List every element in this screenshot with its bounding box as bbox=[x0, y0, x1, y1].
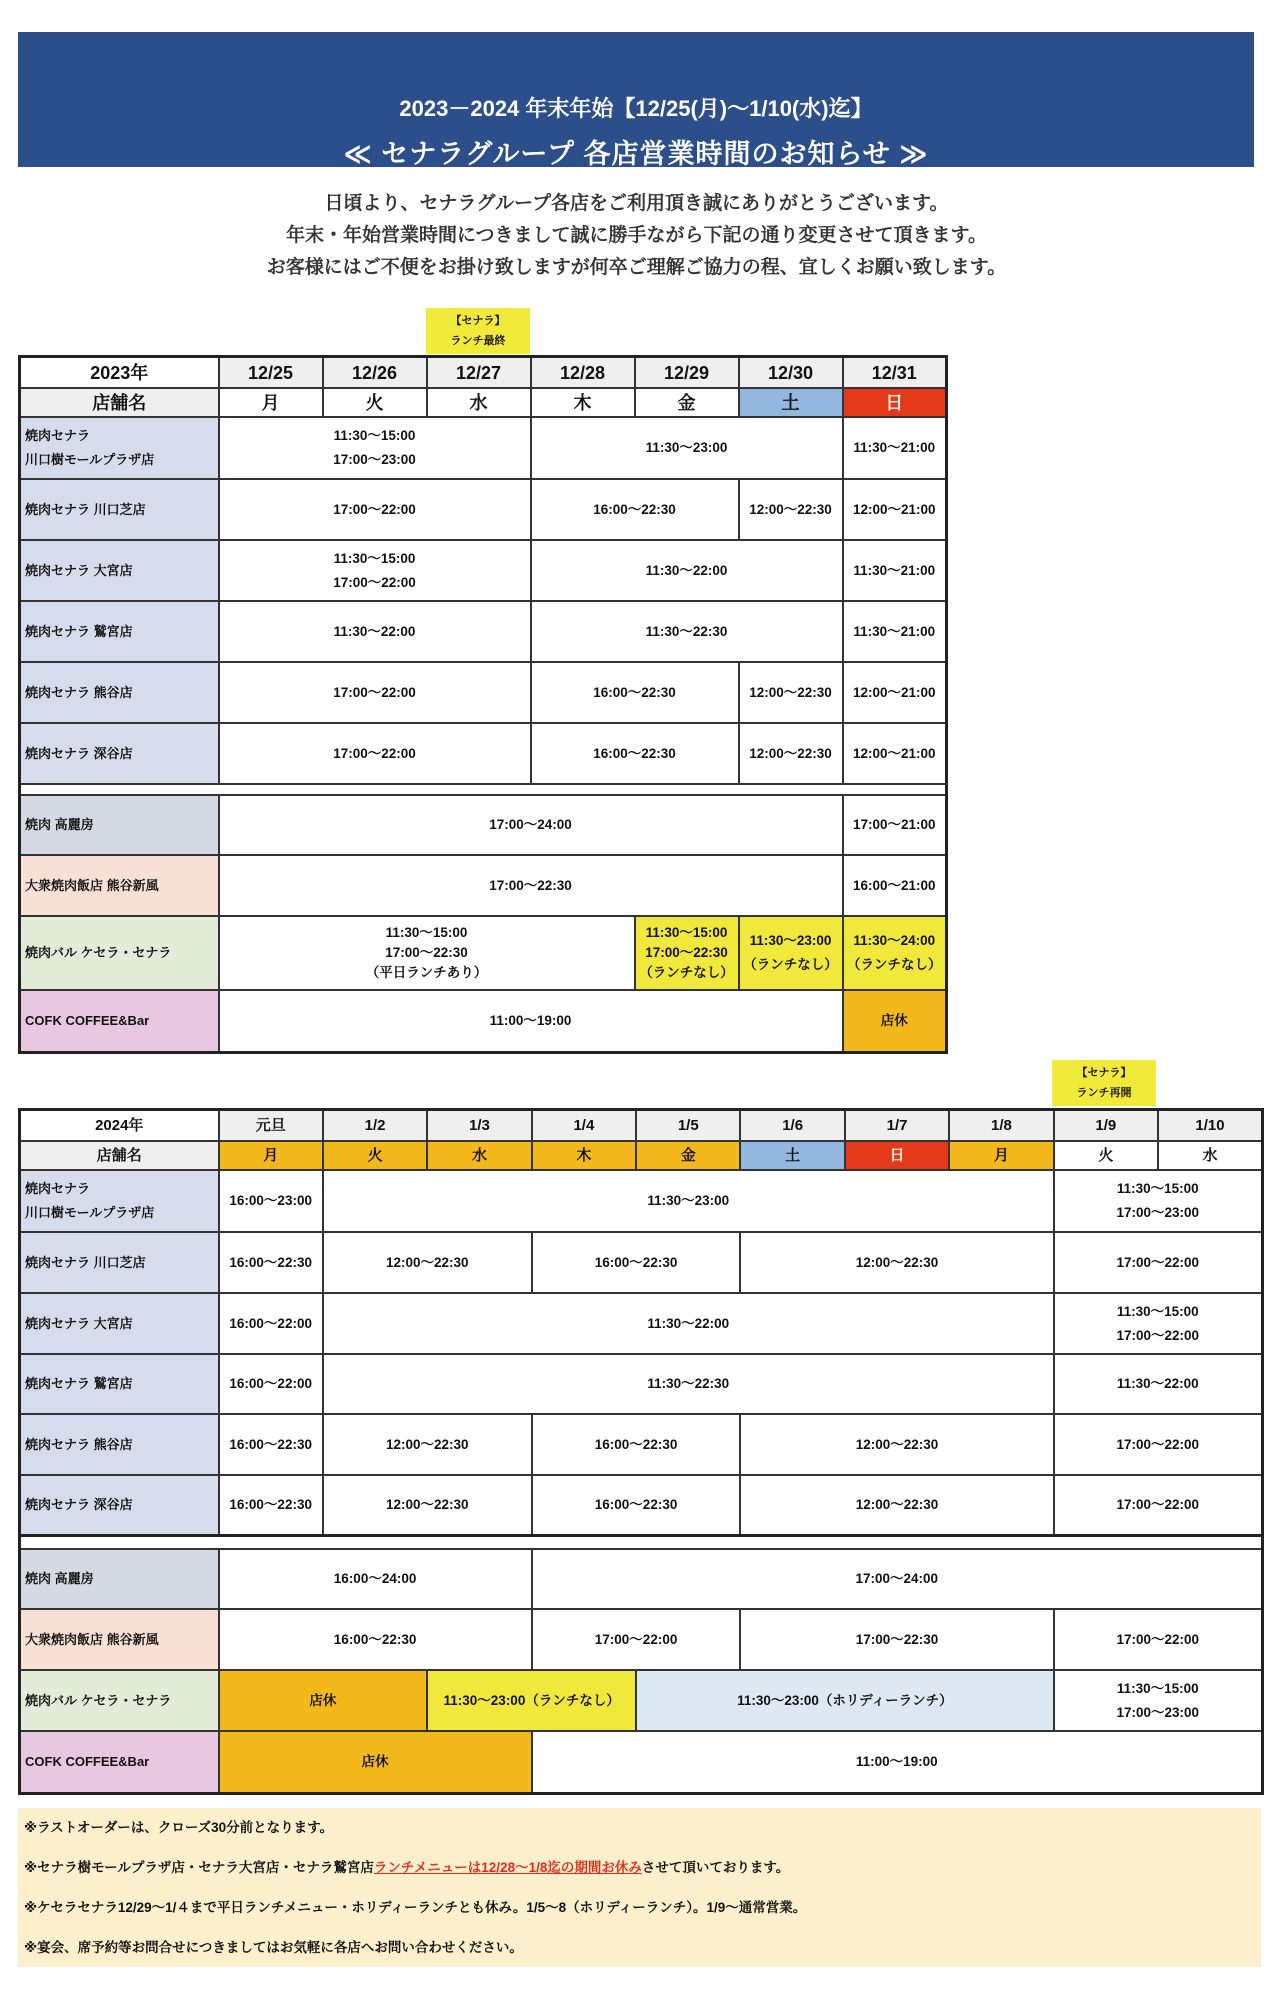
hours-text: 16:00～23:00 bbox=[229, 1193, 312, 1208]
store-name bbox=[20, 795, 219, 855]
store-name bbox=[20, 1670, 219, 1731]
hours-cell bbox=[219, 1170, 323, 1232]
hours-cell bbox=[531, 479, 739, 540]
date-header: 1/9 bbox=[1054, 1110, 1158, 1142]
hours-text: 12:00～22:30 bbox=[386, 1254, 469, 1270]
store-name bbox=[20, 1232, 219, 1293]
hours-text: 12:00～22:30 bbox=[749, 745, 832, 761]
hours-cell bbox=[219, 1609, 532, 1670]
weekday-header: 土 bbox=[740, 1141, 844, 1170]
date-header: 1/10 bbox=[1158, 1110, 1262, 1142]
date-header: 1/8 bbox=[949, 1110, 1053, 1142]
store-name bbox=[20, 1609, 219, 1670]
hours-cell bbox=[219, 1475, 323, 1536]
weekday-header: 土 bbox=[739, 388, 843, 417]
hours-text: 17:00～22:00 bbox=[1116, 1497, 1200, 1512]
weekday-header: 日 bbox=[845, 1141, 949, 1170]
date-header: 12/31 bbox=[843, 357, 947, 389]
hours-cell bbox=[219, 795, 843, 855]
hours-cell bbox=[219, 1354, 323, 1414]
hours-text: 12:00～22:30 bbox=[386, 1436, 469, 1452]
hours-cell bbox=[219, 723, 531, 784]
hours-text: 17:00～23:00 bbox=[333, 452, 416, 467]
hours-text: 12:00～21:00 bbox=[852, 684, 936, 700]
hours-cell bbox=[531, 662, 739, 723]
hours-text: 16:00～22:30 bbox=[594, 1497, 678, 1512]
hours-text: 17:00～22:00 bbox=[594, 1631, 678, 1647]
weekday-header: 日 bbox=[843, 388, 947, 417]
store-name bbox=[20, 916, 219, 990]
year-label: 2024年 bbox=[20, 1110, 219, 1142]
hours-cell bbox=[219, 540, 531, 601]
hours-cell bbox=[219, 601, 531, 662]
store-row bbox=[20, 1414, 1263, 1475]
hours-text: 17:00～22:00 bbox=[333, 684, 416, 700]
hours-cell bbox=[531, 601, 843, 662]
badge-line: 【セナラ】 bbox=[450, 315, 506, 327]
store-name-line: 川口樹モールプラザ店 bbox=[25, 1205, 155, 1220]
store-name bbox=[20, 479, 219, 540]
store-name-line: 焼肉バル ケセラ・セナラ bbox=[25, 945, 172, 960]
hours-text: 11:30～22:00 bbox=[645, 562, 728, 578]
store-name-line: 焼肉セナラ 深谷店 bbox=[25, 1497, 133, 1512]
hours-text: 11:30～15:00 bbox=[1116, 1303, 1199, 1319]
store-row bbox=[20, 601, 947, 662]
hours-text: 17:00～22:00 bbox=[1116, 1631, 1200, 1647]
store-name-line: 大衆焼肉飯店 熊谷新風 bbox=[25, 1631, 159, 1647]
hours-cell bbox=[219, 1414, 323, 1475]
hours-text: 12:00～22:30 bbox=[855, 1254, 939, 1270]
store-name-line: 焼肉セナラ 川口芝店 bbox=[25, 501, 146, 517]
intro-line: 日頃より、セナラグループ各店をご利用頂き誠にありがとうございます。 bbox=[324, 193, 949, 214]
store-name-line: 焼肉セナラ 鷲宮店 bbox=[25, 1376, 133, 1391]
hours-cell bbox=[219, 479, 531, 540]
date-header: 1/5 bbox=[636, 1110, 740, 1142]
hours-text: 11:30～15:00 bbox=[1116, 1680, 1199, 1696]
hours-text: 11:30～15:00 bbox=[385, 925, 468, 940]
weekday-header: 火 bbox=[1054, 1141, 1158, 1170]
hours-cell bbox=[843, 855, 947, 916]
store-row bbox=[20, 1354, 1263, 1414]
hours-text: 12:00～22:30 bbox=[749, 684, 832, 700]
store-row bbox=[20, 540, 947, 601]
store-name-line: 焼肉 高麗房 bbox=[25, 817, 94, 832]
hours-text: （平日ランチあり） bbox=[365, 965, 488, 980]
store-row bbox=[20, 417, 947, 479]
store-name-line: 焼肉セナラ 熊谷店 bbox=[25, 684, 133, 700]
weekday-header: 月 bbox=[219, 1141, 323, 1170]
hours-text: 16:00～24:00 bbox=[333, 1571, 417, 1586]
store-name bbox=[20, 417, 219, 479]
hours-cell bbox=[323, 1170, 1054, 1232]
hours-cell bbox=[740, 1475, 1053, 1536]
badge-line: ランチ再開 bbox=[1076, 1087, 1132, 1099]
schedule-table-2024 bbox=[18, 1108, 1264, 1795]
hours-text: 17:00～22:30 bbox=[645, 945, 728, 960]
store-name bbox=[20, 1354, 219, 1414]
store-name bbox=[20, 855, 219, 916]
note-text: ※セナラ樹モールプラザ店・セナラ大宮店・セナラ鷲宮店 bbox=[24, 1860, 374, 1875]
hours-cell bbox=[219, 1232, 323, 1293]
hours-cell bbox=[635, 916, 739, 990]
hours-cell bbox=[323, 1293, 1054, 1354]
hours-text: 11:30～22:00 bbox=[333, 623, 416, 639]
weekday-header: 水 bbox=[427, 388, 531, 417]
hours-text: 11:30～21:00 bbox=[853, 623, 936, 639]
hours-cell bbox=[427, 1670, 636, 1731]
hours-cell bbox=[636, 1670, 1054, 1731]
hours-text: （ランチなし） bbox=[743, 957, 838, 972]
hours-cell bbox=[219, 855, 843, 916]
hours-cell bbox=[843, 540, 947, 601]
weekday-header: 水 bbox=[427, 1141, 531, 1170]
store-name-line: 川口樹モールプラザ店 bbox=[25, 452, 155, 467]
hours-text: 16:00～22:30 bbox=[333, 1631, 417, 1647]
store-name bbox=[20, 1414, 219, 1475]
hours-text: 12:00～22:30 bbox=[386, 1497, 469, 1512]
store-name bbox=[20, 1293, 219, 1354]
hours-cell bbox=[739, 479, 843, 540]
hours-text: 11:30～23:00 bbox=[645, 440, 728, 455]
lunch-resume-badge bbox=[1052, 1060, 1156, 1106]
hours-cell bbox=[532, 1731, 1263, 1794]
hours-text: 16:00～21:00 bbox=[852, 877, 936, 893]
store-row bbox=[20, 479, 947, 540]
hours-cell bbox=[219, 990, 843, 1053]
hours-cell bbox=[740, 1609, 1053, 1670]
date-header: 1/4 bbox=[532, 1110, 636, 1142]
weekday-header: 木 bbox=[531, 388, 635, 417]
store-row bbox=[20, 990, 947, 1053]
hours-text: 11:30～22:00 bbox=[1116, 1376, 1199, 1391]
date-header: 1/7 bbox=[845, 1110, 949, 1142]
hours-text: 11:30～23:00 bbox=[647, 1193, 730, 1208]
title-banner bbox=[18, 32, 1254, 167]
hours-text: 16:00～22:00 bbox=[229, 1376, 312, 1391]
hours-text: 16:00～22:30 bbox=[594, 1436, 678, 1452]
date-header: 12/30 bbox=[739, 357, 843, 389]
intro-line: 年末・年始営業時間につきまして誠に勝手ながら下記の通り変更させて頂きます。 bbox=[285, 225, 988, 246]
date-header: 12/27 bbox=[427, 357, 531, 389]
hours-cell bbox=[531, 540, 843, 601]
hours-cell bbox=[323, 1414, 532, 1475]
hours-text: 17:00～22:30 bbox=[385, 945, 468, 960]
store-row bbox=[20, 1731, 1263, 1794]
hours-cell bbox=[740, 1414, 1053, 1475]
hours-text: 店休 bbox=[880, 1013, 908, 1028]
hours-text: 17:00～22:00 bbox=[1116, 1436, 1200, 1452]
hours-cell bbox=[843, 417, 947, 479]
hours-text: 11:30～24:00 bbox=[853, 933, 936, 948]
hours-cell bbox=[323, 1354, 1054, 1414]
hours-text: 11:00～19:00 bbox=[489, 1013, 572, 1028]
hours-cell bbox=[1054, 1475, 1263, 1536]
store-name-header: 店舗名 bbox=[20, 388, 219, 417]
hours-text: 12:00～22:30 bbox=[855, 1497, 939, 1512]
hours-text: 11:30～22:00 bbox=[647, 1315, 730, 1331]
date-header: 1/3 bbox=[427, 1110, 531, 1142]
store-name-line: 焼肉セナラ 深谷店 bbox=[25, 745, 133, 761]
hours-cell bbox=[219, 662, 531, 723]
store-name bbox=[20, 990, 219, 1053]
date-header: 12/25 bbox=[219, 357, 323, 389]
hours-text: （ランチなし） bbox=[847, 957, 942, 972]
note-text: させて頂いております。 bbox=[641, 1860, 790, 1875]
store-name bbox=[20, 1170, 219, 1232]
separator-cell bbox=[20, 784, 947, 795]
store-name bbox=[20, 1475, 219, 1536]
store-name bbox=[20, 1731, 219, 1794]
hours-cell bbox=[1054, 1170, 1263, 1232]
schedule-table-2023 bbox=[18, 355, 948, 1054]
store-name-line: 焼肉セナラ bbox=[25, 428, 91, 443]
hours-text: 11:30～15:00 bbox=[333, 550, 416, 566]
note-line bbox=[24, 1897, 1255, 1937]
hours-cell bbox=[740, 1232, 1053, 1293]
hours-cell bbox=[739, 916, 843, 990]
hours-text: 16:00～22:30 bbox=[593, 684, 676, 700]
hours-text: 17:00～22:30 bbox=[489, 877, 572, 893]
store-name-line: 焼肉セナラ 鷲宮店 bbox=[25, 623, 133, 639]
intro-line: お客様にはご不便をお掛け致しますが何卒ご理解ご協力の程、宜しくお願い致します。 bbox=[266, 257, 1007, 278]
hours-cell bbox=[1054, 1354, 1263, 1414]
hours-text: 16:00～22:00 bbox=[229, 1315, 312, 1331]
hours-text: 店休 bbox=[361, 1754, 389, 1769]
hours-cell bbox=[532, 1232, 741, 1293]
hours-cell bbox=[843, 601, 947, 662]
hours-cell bbox=[323, 1475, 532, 1536]
store-name-header: 店舗名 bbox=[20, 1141, 219, 1170]
hours-text: 11:30～23:00（ランチなし） bbox=[443, 1692, 620, 1708]
weekday-header: 火 bbox=[323, 1141, 427, 1170]
year-label: 2023年 bbox=[20, 357, 219, 389]
hours-cell bbox=[219, 1670, 428, 1731]
hours-cell bbox=[219, 1293, 323, 1354]
store-row bbox=[20, 1232, 1263, 1293]
hours-cell bbox=[219, 916, 635, 990]
store-name bbox=[20, 601, 219, 662]
hours-text: 16:00～22:30 bbox=[593, 745, 676, 761]
hours-text: 17:00～22:00 bbox=[1116, 1327, 1200, 1343]
hours-cell bbox=[739, 723, 843, 784]
store-name bbox=[20, 723, 219, 784]
hours-text: 16:00～22:30 bbox=[229, 1497, 312, 1512]
hours-text: 11:30～22:30 bbox=[647, 1376, 730, 1391]
date-header: 元旦 bbox=[219, 1110, 323, 1142]
badge-line: ランチ最終 bbox=[450, 335, 506, 347]
store-name-line: 焼肉セナラ 熊谷店 bbox=[25, 1436, 133, 1452]
hours-cell bbox=[843, 795, 947, 855]
hours-cell bbox=[532, 1414, 741, 1475]
hours-cell bbox=[532, 1549, 1263, 1609]
hours-text: 11:30～21:00 bbox=[853, 440, 936, 455]
hours-text: 12:00～21:00 bbox=[852, 501, 936, 517]
store-name-line: 焼肉バル ケセラ・セナラ bbox=[25, 1692, 172, 1708]
hours-cell bbox=[1054, 1232, 1263, 1293]
weekday-header: 金 bbox=[635, 388, 739, 417]
store-row bbox=[20, 723, 947, 784]
hours-text: 17:00～24:00 bbox=[855, 1571, 939, 1586]
store-row bbox=[20, 916, 947, 990]
hours-text: 11:30～22:30 bbox=[645, 623, 728, 639]
hours-text: 17:00～22:00 bbox=[333, 574, 416, 590]
group-separator bbox=[20, 784, 947, 795]
store-row bbox=[20, 1549, 1263, 1609]
hours-cell bbox=[219, 1731, 532, 1794]
hours-cell bbox=[532, 1475, 741, 1536]
hours-text: 17:00～23:00 bbox=[1116, 1704, 1200, 1720]
date-header-row bbox=[20, 357, 947, 389]
store-name bbox=[20, 1549, 219, 1609]
note-text: ※ラストオーダーは、クローズ30分前となります。 bbox=[24, 1820, 334, 1835]
hours-cell bbox=[531, 723, 739, 784]
date-header: 1/2 bbox=[323, 1110, 427, 1142]
weekday-header: 金 bbox=[636, 1141, 740, 1170]
weekday-header: 水 bbox=[1158, 1141, 1262, 1170]
hours-text: 11:30～15:00 bbox=[333, 428, 416, 443]
hours-text: 12:00～22:30 bbox=[749, 501, 832, 517]
hours-text: 17:00～22:00 bbox=[333, 501, 416, 517]
store-row bbox=[20, 1670, 1263, 1731]
hours-text: 17:00～23:00 bbox=[1116, 1205, 1200, 1220]
date-header: 12/29 bbox=[635, 357, 739, 389]
title-period: 2023－2024 年末年始【12/25(月)～1/10(水)迄】 bbox=[399, 96, 873, 121]
store-name-line: COFK COFFEE&Bar bbox=[25, 1754, 150, 1769]
hours-cell bbox=[843, 479, 947, 540]
weekday-header: 木 bbox=[532, 1141, 636, 1170]
store-row bbox=[20, 1293, 1263, 1354]
hours-text: 11:30～23:00 bbox=[749, 933, 832, 948]
badge-line: 【セナラ】 bbox=[1076, 1067, 1132, 1079]
store-name-line: 大衆焼肉飯店 熊谷新風 bbox=[25, 877, 159, 893]
hours-cell bbox=[1054, 1609, 1263, 1670]
hours-cell bbox=[219, 1549, 532, 1609]
note-line bbox=[24, 1857, 1255, 1897]
hours-text: 11:30～15:00 bbox=[645, 925, 728, 940]
store-name-line: 焼肉セナラ 大宮店 bbox=[25, 1315, 133, 1331]
page-title: ≪ セナラグループ 各店営業時間のお知らせ ≫ bbox=[343, 139, 929, 169]
hours-text: 17:00～24:00 bbox=[489, 817, 572, 832]
note-text: ※宴会、席予約等お問合せにつきましてはお気軽に各店へお問い合わせください。 bbox=[24, 1940, 523, 1955]
date-header: 12/26 bbox=[323, 357, 427, 389]
store-row bbox=[20, 855, 947, 916]
hours-cell bbox=[219, 417, 531, 479]
notes-box bbox=[18, 1808, 1261, 1967]
weekday-header: 月 bbox=[219, 388, 323, 417]
hours-text: 11:00～19:00 bbox=[855, 1754, 938, 1769]
intro-message bbox=[0, 188, 1273, 284]
hours-cell bbox=[843, 916, 947, 990]
date-header-row bbox=[20, 1110, 1263, 1142]
hours-cell bbox=[843, 990, 947, 1053]
hours-cell bbox=[532, 1609, 741, 1670]
store-row bbox=[20, 795, 947, 855]
store-name bbox=[20, 662, 219, 723]
store-row bbox=[20, 1609, 1263, 1670]
note-line bbox=[24, 1937, 1255, 1977]
hours-cell bbox=[1054, 1293, 1263, 1354]
separator-cell bbox=[20, 1536, 1263, 1550]
hours-cell bbox=[843, 662, 947, 723]
hours-text: 11:30～15:00 bbox=[1116, 1181, 1199, 1196]
hours-text: 17:00～21:00 bbox=[852, 817, 936, 832]
hours-text: 16:00～22:30 bbox=[593, 501, 676, 517]
weekday-header-row bbox=[20, 388, 947, 417]
date-header: 12/28 bbox=[531, 357, 635, 389]
store-name-line: 焼肉 高麗房 bbox=[25, 1571, 94, 1586]
hours-text: 12:00～21:00 bbox=[852, 745, 936, 761]
store-row bbox=[20, 1475, 1263, 1536]
weekday-header: 月 bbox=[949, 1141, 1053, 1170]
hours-text: （ランチなし） bbox=[639, 965, 734, 980]
date-header: 1/6 bbox=[740, 1110, 844, 1142]
hours-text: 16:00～22:30 bbox=[229, 1254, 312, 1270]
hours-text: 17:00～22:00 bbox=[333, 745, 416, 761]
group-separator bbox=[20, 1536, 1263, 1550]
store-name-line: 焼肉セナラ 大宮店 bbox=[25, 562, 133, 578]
hours-text: 11:30～21:00 bbox=[853, 562, 936, 578]
highlighted-note-text: ランチメニューは12/28～1/8迄の期間お休み bbox=[373, 1860, 642, 1875]
weekday-header-row bbox=[20, 1141, 1263, 1170]
store-row bbox=[20, 662, 947, 723]
note-text: ※ケセラセナラ12/29～1/４まで平日ランチメニュー・ホリディーランチとも休み。1/5～8（ホリディーランチ）。1/9～通常営業。 bbox=[24, 1900, 807, 1915]
store-name-line: 焼肉セナラ bbox=[25, 1181, 91, 1196]
weekday-header: 火 bbox=[323, 388, 427, 417]
store-name-line: COFK COFFEE&Bar bbox=[25, 1013, 150, 1028]
store-name bbox=[20, 540, 219, 601]
note-line bbox=[24, 1817, 1255, 1857]
hours-cell bbox=[323, 1232, 532, 1293]
hours-text: 16:00～22:30 bbox=[229, 1436, 312, 1452]
store-row bbox=[20, 1170, 1263, 1232]
hours-cell bbox=[1054, 1670, 1263, 1731]
hours-cell bbox=[739, 662, 843, 723]
hours-text: 17:00～22:30 bbox=[855, 1631, 939, 1647]
hours-cell bbox=[1054, 1414, 1263, 1475]
hours-text: 12:00～22:30 bbox=[855, 1436, 939, 1452]
hours-cell bbox=[531, 417, 843, 479]
lunch-last-day-badge bbox=[426, 308, 530, 354]
hours-text: 17:00～22:00 bbox=[1116, 1254, 1200, 1270]
hours-text: 16:00～22:30 bbox=[594, 1254, 678, 1270]
store-name-line: 焼肉セナラ 川口芝店 bbox=[25, 1254, 146, 1270]
hours-text: 11:30～23:00（ホリディーランチ） bbox=[737, 1692, 953, 1708]
hours-cell bbox=[843, 723, 947, 784]
hours-text: 店休 bbox=[309, 1692, 337, 1708]
